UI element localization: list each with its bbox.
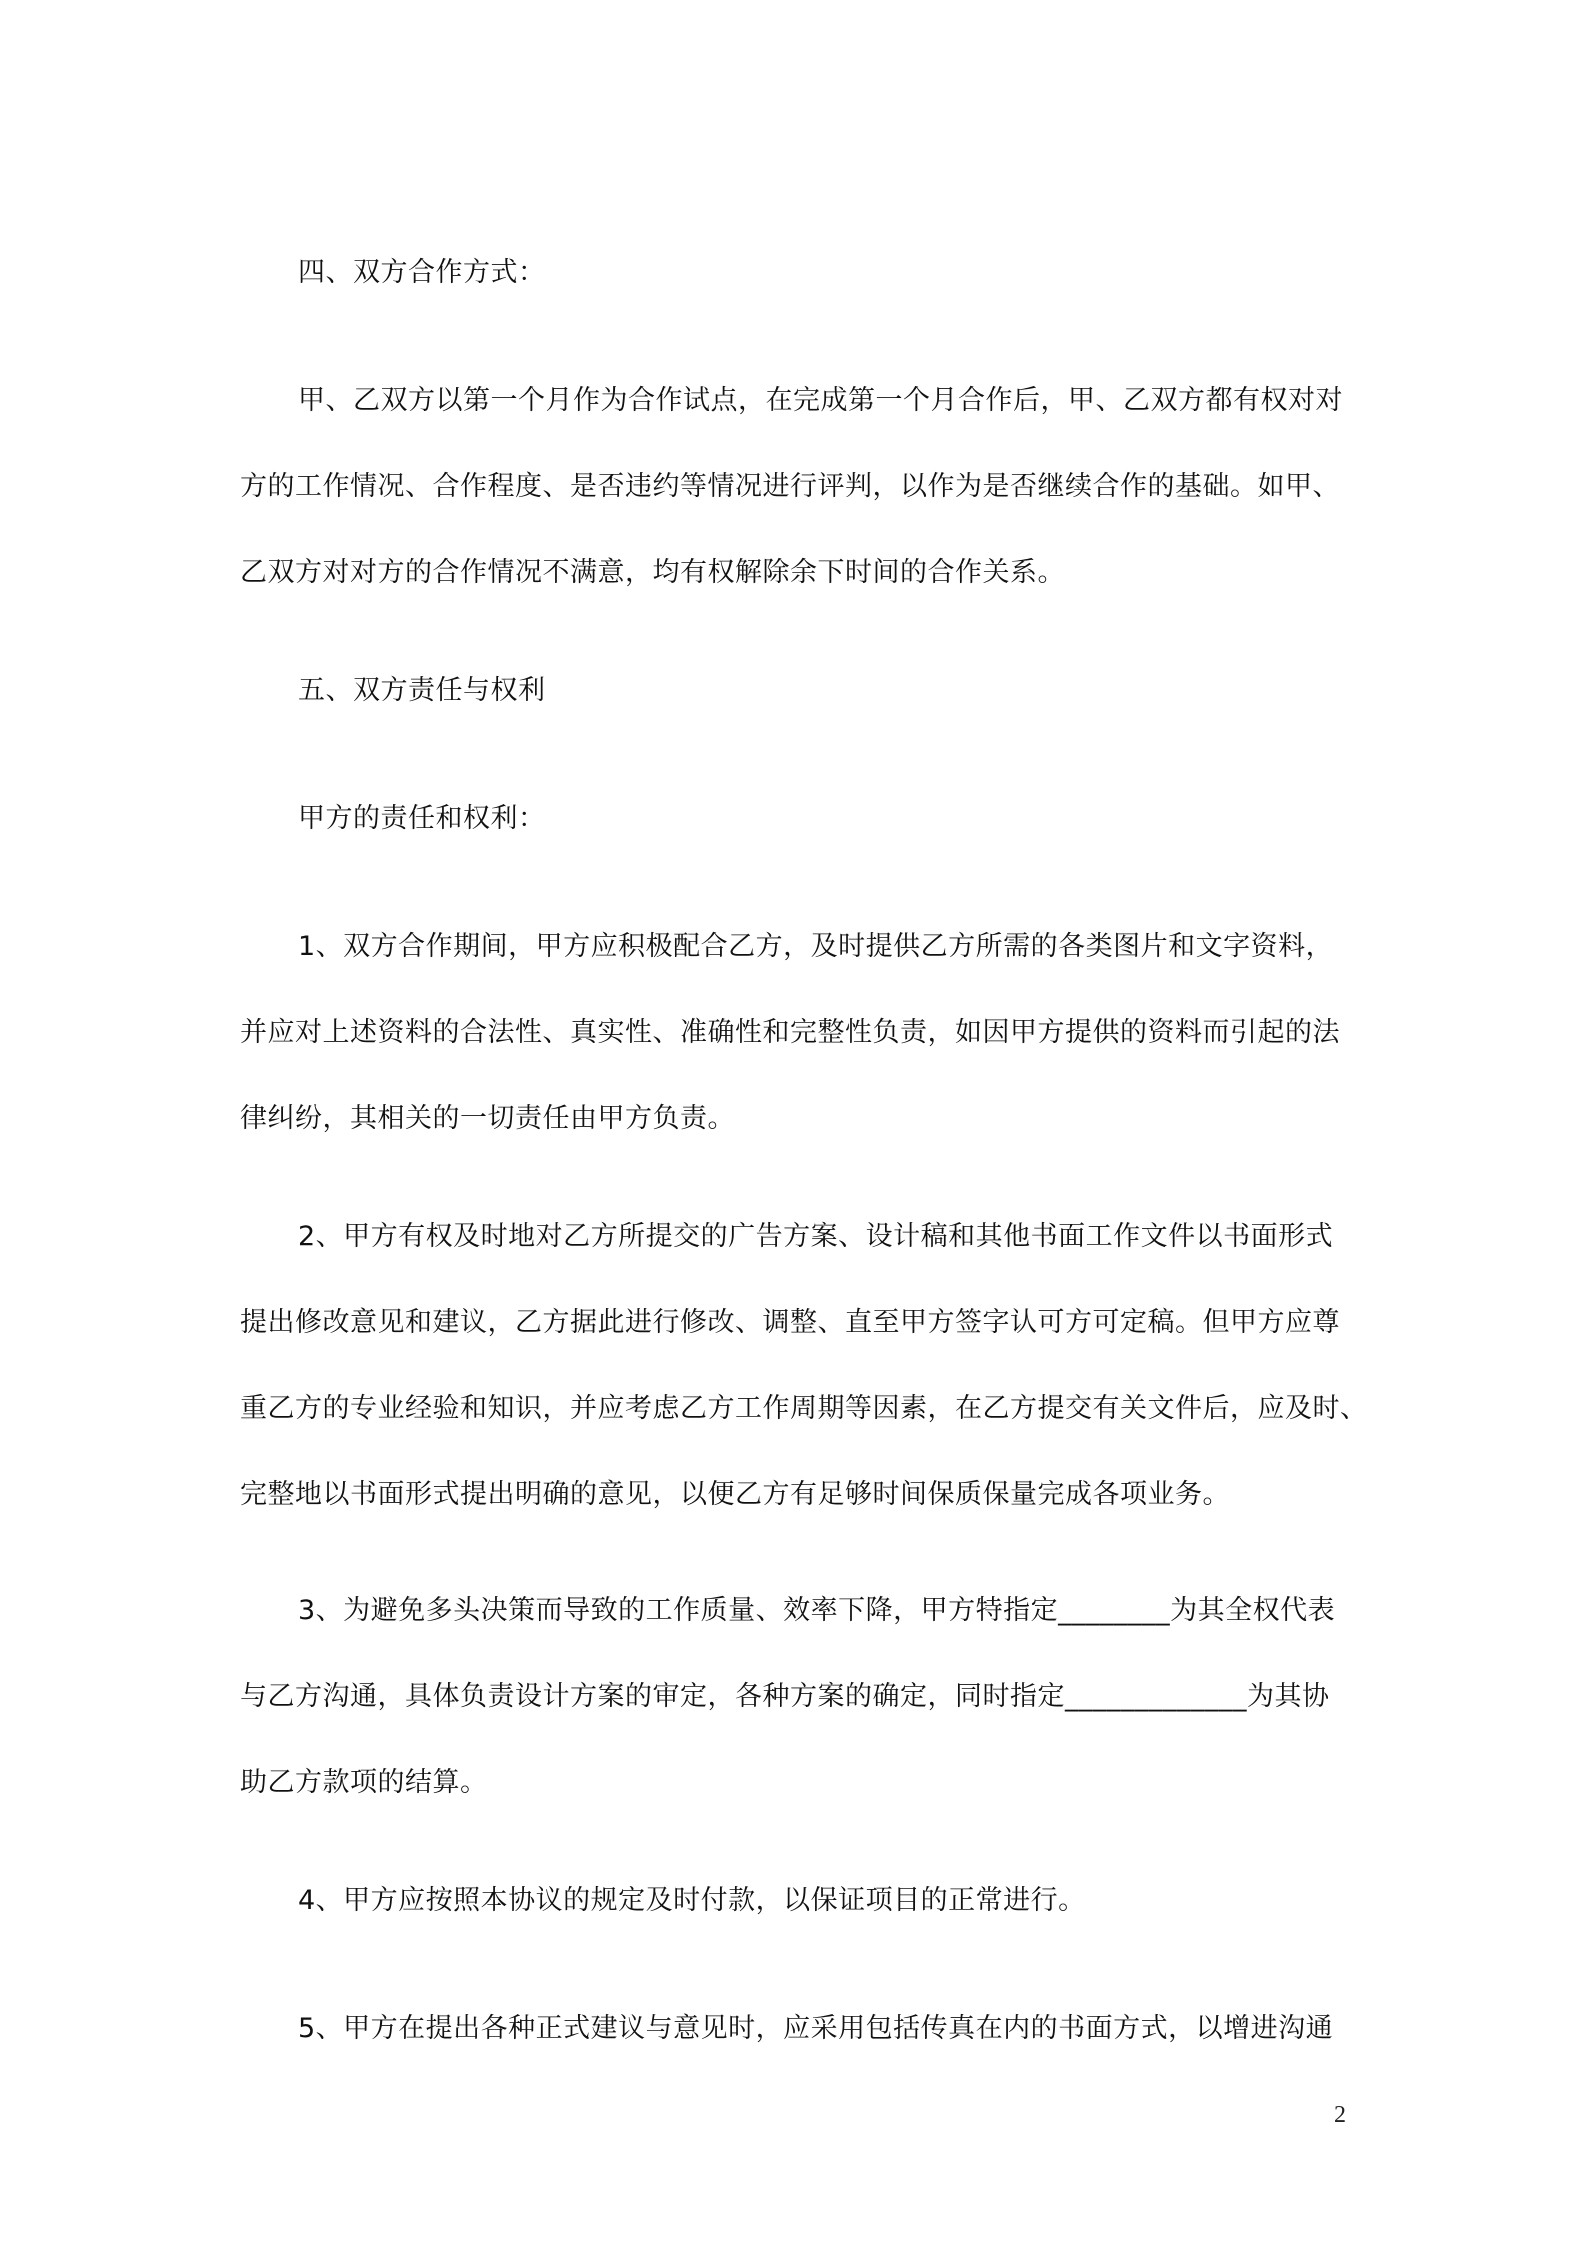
text-line: 重乙方的专业经验和知识，并应考虑乙方工作周期等因素，在乙方提交有关文件后，应及时、 <box>240 1393 1368 1424</box>
text-line: 1、双方合作期间，甲方应积极配合乙方，及时提供乙方所需的各类图片和文字资料， <box>298 931 1334 962</box>
text-line: 律纠纷，其相关的一切责任由甲方负责。 <box>240 1103 735 1134</box>
clause-5 <box>240 1986 1355 2072</box>
text-line: 五、双方责任与权利 <box>298 675 546 706</box>
text-line: 2、甲方有权及时地对乙方所提交的广告方案、设计稿和其他书面工作文件以书面形式 <box>298 1221 1334 1252</box>
text-line: 方的工作情况、合作程度、是否违约等情况进行评判，以作为是否继续合作的基础。如甲、 <box>240 471 1340 502</box>
text-line: 与乙方沟通，具体负责设计方案的审定，各种方案的确定，同时指定_____________为其协 <box>240 1681 1330 1712</box>
text-line: 助乙方款项的结算。 <box>240 1767 488 1798</box>
text-line: 完整地以书面形式提出明确的意见，以便乙方有足够时间保质保量完成各项业务。 <box>240 1479 1230 1510</box>
section-5-heading <box>240 648 1355 734</box>
text-line: 提出修改意见和建议，乙方据此进行修改、调整、直至甲方签字认可方可定稿。但甲方应尊 <box>240 1307 1340 1338</box>
text-line: 甲方的责任和权利： <box>298 803 546 834</box>
clause-4 <box>240 1858 1355 1944</box>
section-4-body <box>240 358 1355 616</box>
clause-3 <box>240 1568 1355 1826</box>
clause-2 <box>240 1194 1368 1538</box>
text-line: 3、为避免多头决策而导致的工作质量、效率下降，甲方特指定________为其全权代表 <box>298 1595 1336 1626</box>
text-line: 5、甲方在提出各种正式建议与意见时，应采用包括传真在内的书面方式，以增进沟通 <box>298 2013 1334 2044</box>
text-line: 并应对上述资料的合法性、真实性、准确性和完整性负责，如因甲方提供的资料而引起的法 <box>240 1017 1340 1048</box>
clause-1 <box>240 904 1355 1162</box>
section-4-heading <box>240 230 1355 316</box>
party-a-heading <box>240 776 1355 862</box>
text-line: 四、双方合作方式： <box>298 257 546 288</box>
text-line: 4、甲方应按照本协议的规定及时付款，以保证项目的正常进行。 <box>298 1885 1086 1916</box>
page-number: 2 <box>1334 2102 1346 2128</box>
text-line: 甲、乙双方以第一个月作为合作试点，在完成第一个月合作后，甲、乙双方都有权对对 <box>298 385 1343 416</box>
text-line: 乙双方对对方的合作情况不满意，均有权解除余下时间的合作关系。 <box>240 557 1065 588</box>
